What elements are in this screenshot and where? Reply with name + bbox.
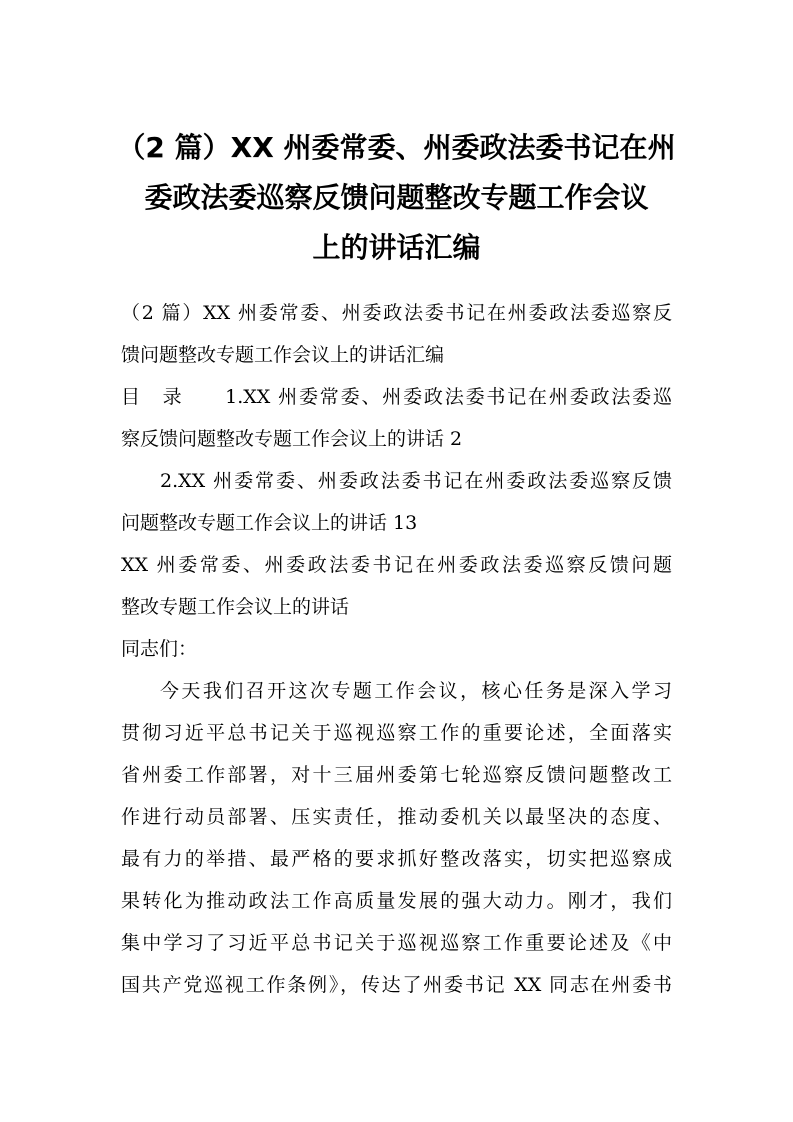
- toc-line: 问题整改专题工作会议上的讲话 13: [121, 512, 418, 534]
- paragraph-line: 贯彻习近平总书记关于巡视巡察工作的重要论述，全面落实: [121, 722, 672, 744]
- body-line: （2 篇）XX 州委常委、州委政法委书记在州委政法委巡察反: [121, 302, 672, 324]
- paragraph-line: 最有力的举措、最严格的要求抓好整改落实，切实把巡察成: [121, 848, 672, 870]
- title-line: （2 篇）XX 州委常委、州委政法委书记在州: [117, 131, 676, 164]
- section-heading: XX 州委常委、州委政法委书记在州委政法委巡察反馈问题: [121, 554, 672, 576]
- section-heading: 整改专题工作会议上的讲话: [121, 596, 350, 618]
- paragraph-line: 今天我们召开这次专题工作会议，核心任务是深入学习: [160, 680, 672, 702]
- paragraph-line: 省州委工作部署，对十三届州委第七轮巡察反馈问题整改工: [121, 764, 672, 786]
- paragraph-line: 作进行动员部署、压实责任，推动委机关以最坚决的态度、: [121, 806, 672, 828]
- title-line: 委政法委巡察反馈问题整改专题工作会议: [144, 181, 649, 214]
- body-line: 馈问题整改专题工作会议上的讲话汇编: [121, 344, 445, 366]
- paragraph-line: 果转化为推动政法工作高质量发展的强大动力。刚才，我们: [121, 890, 672, 912]
- paragraph-line: 国共产党巡视工作条例》，传达了州委书记 XX 同志在州委书: [121, 974, 672, 996]
- toc-line: 察反馈问题整改专题工作会议上的讲话 2: [121, 428, 463, 450]
- paragraph-line: 集中学习了习近平总书记关于巡视巡察工作重要论述及《中: [121, 932, 672, 954]
- salutation: 同志们：: [121, 638, 198, 660]
- toc-line: 目 录 1.XX 州委常委、州委政法委书记在州委政法委巡: [121, 386, 672, 408]
- toc-line: 2.XX 州委常委、州委政法委书记在州委政法委巡察反馈: [160, 470, 672, 492]
- title-line: 上的讲话汇编: [312, 231, 481, 264]
